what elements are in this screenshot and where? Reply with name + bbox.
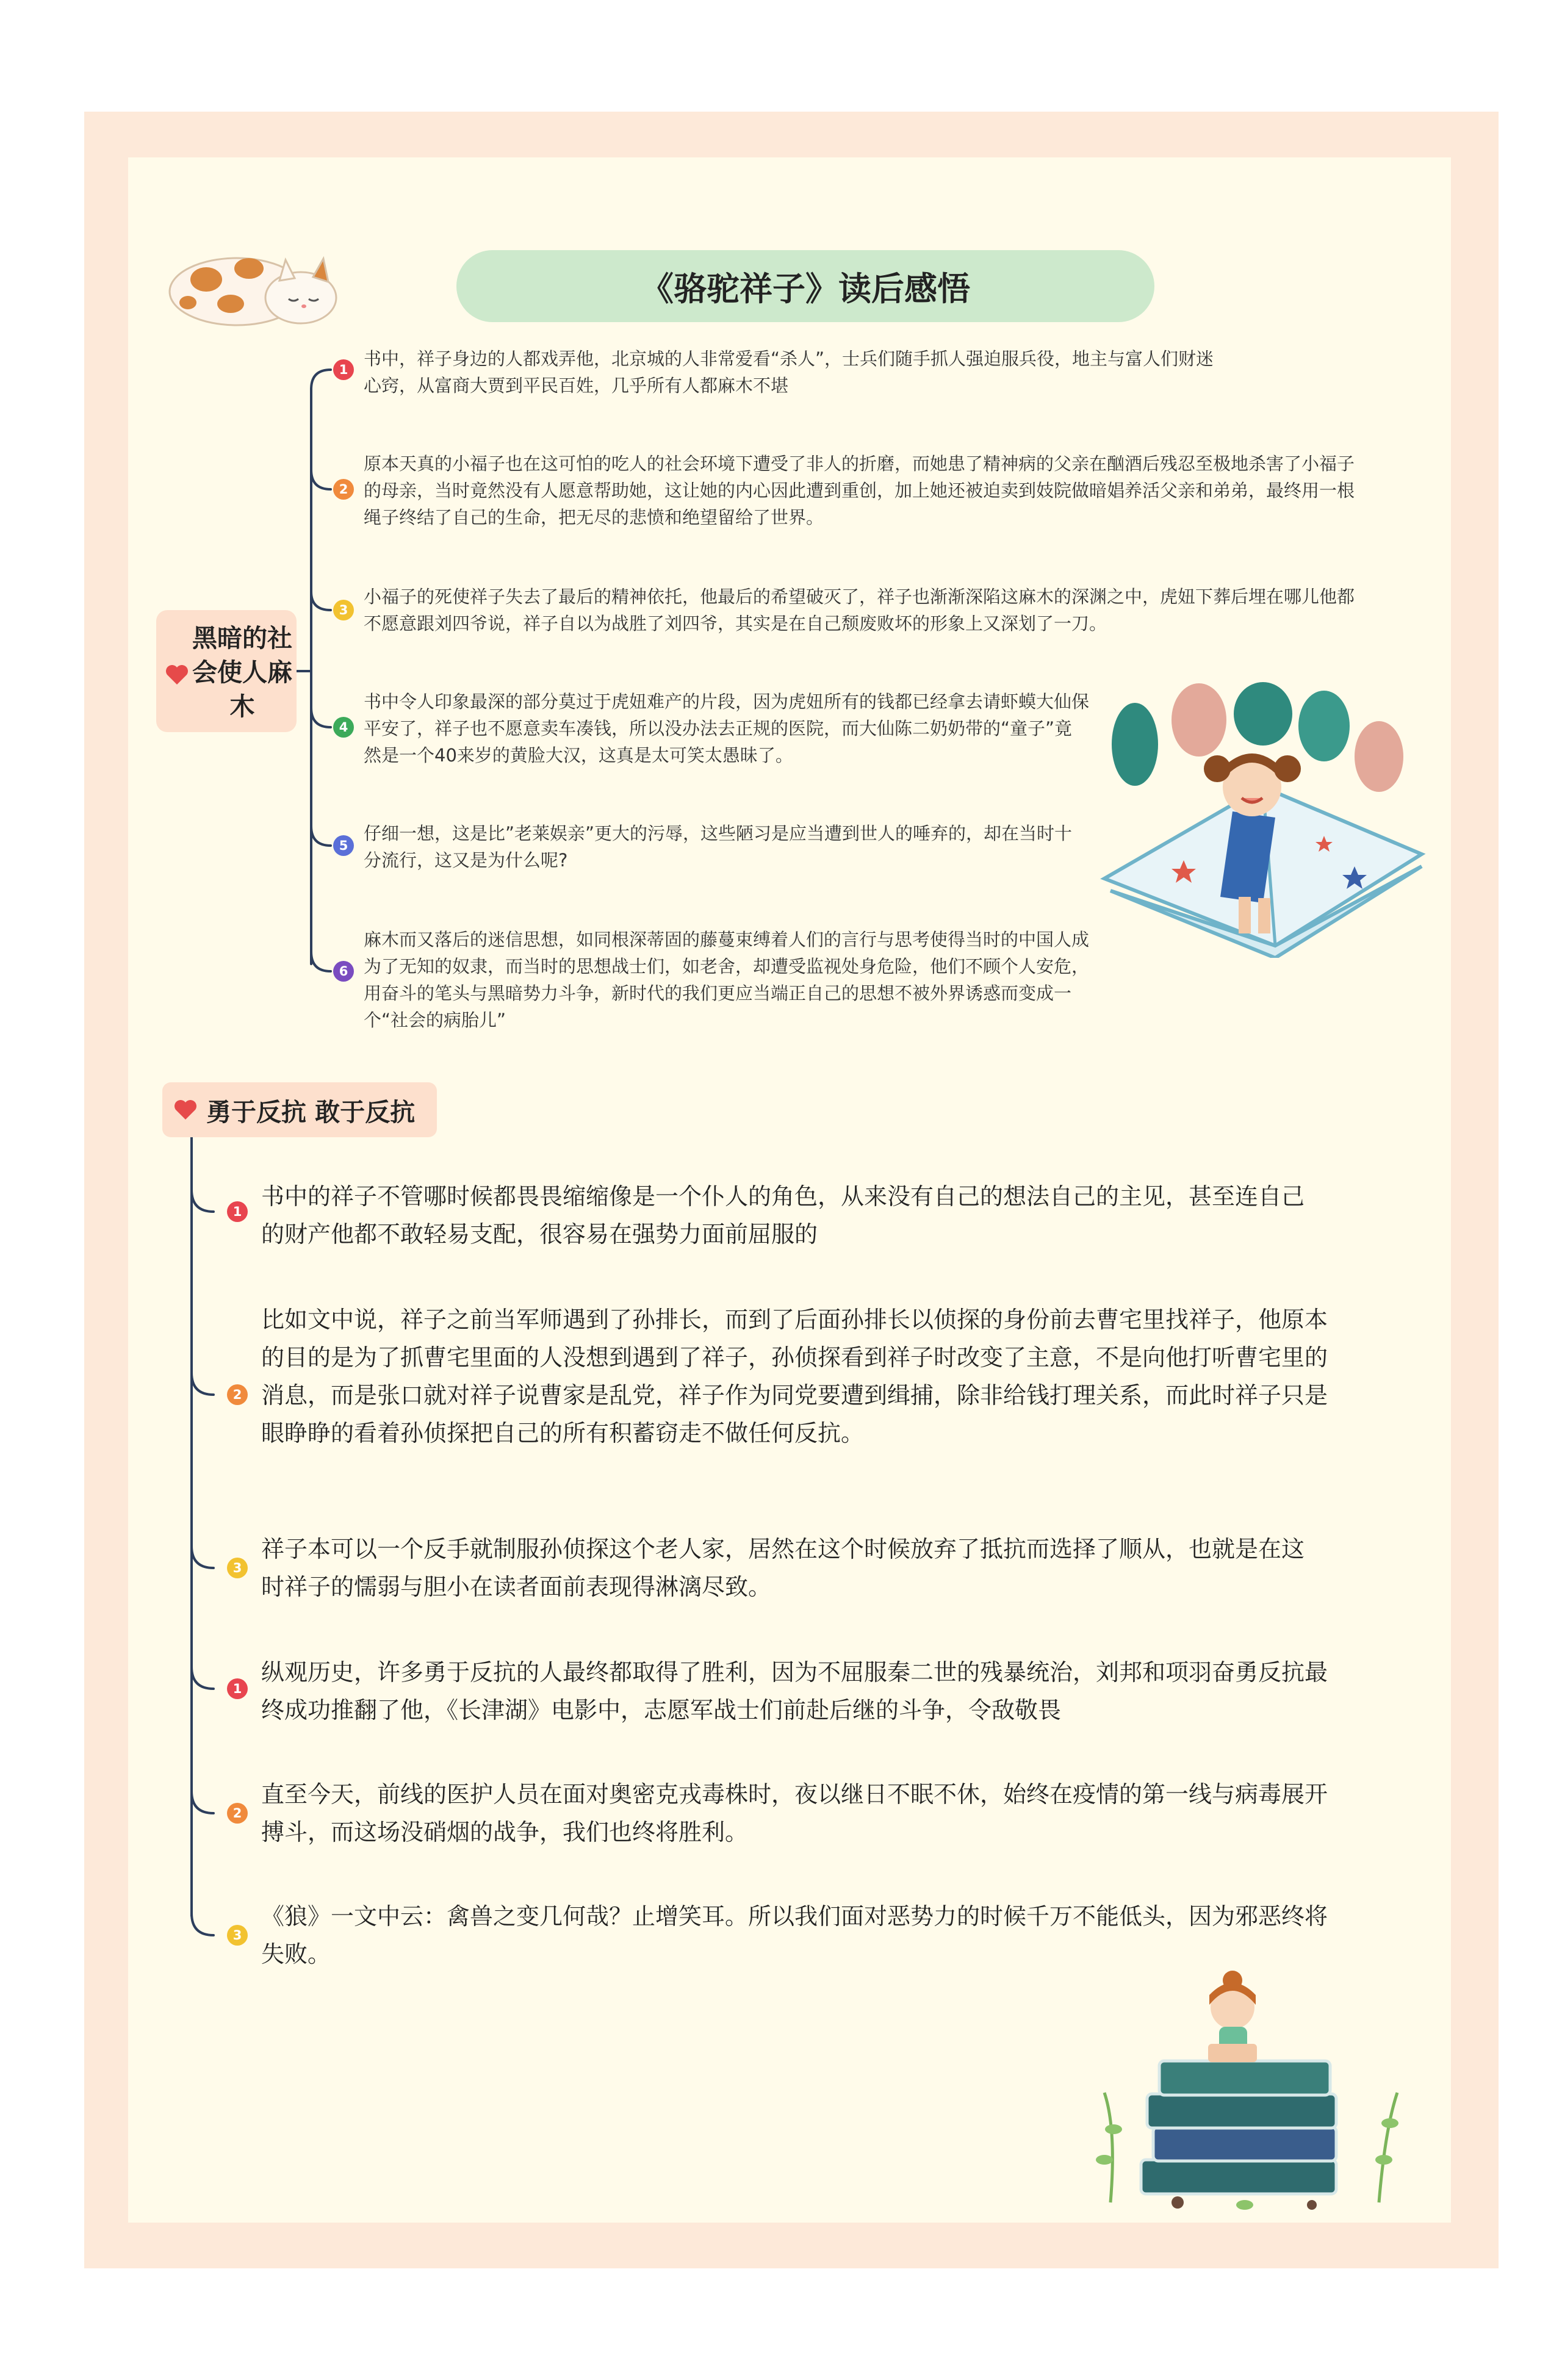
page-title: 《骆驼祥子》读后感悟 (456, 250, 1154, 322)
section1-item-2: 原本天真的小福子也在这可怕的吃人的社会环境下遭受了非人的折磨，而她患了精神病的父亲在酗酒后残忍至极地杀害了小福子的母亲，当时竟然没有人愿意帮助她，这让她的内心因此遭到重创，加上她还被迫卖到妓院做暗娼养活父亲和弟弟，最终用一根绳子终结了自己的生命，把无尽的悲愤和绝望留给了世界。 (364, 453, 1355, 528)
item-number-badge: 2 (333, 479, 354, 500)
item-number-badge: 1 (227, 1201, 248, 1222)
item-number-badge: 5 (333, 835, 354, 856)
section2-item-3: 祥子本可以一个反手就制服孙侦探这个老人家，居然在这个时候放弃了抵抗而选择了顺从，也就是在这时祥子的懦弱与胆小在读者面前表现得淋漓尽致。 (261, 1536, 1305, 1600)
section2-item-6: 《狼》一文中云：禽兽之变几何哉？止增笑耳。所以我们面对恶势力的时候千万不能低头，因为邪恶终将失败。 (261, 1903, 1328, 1968)
heart-icon (173, 1099, 198, 1121)
section2-item-5: 直至今天，前线的医护人员在面对奥密克戎毒株时，夜以继日不眠不休，始终在疫情的第一线与病毒展开搏斗，而这场没硝烟的战争，我们也终将胜利。 (261, 1781, 1328, 1846)
item-number-badge: 3 (227, 1558, 248, 1578)
section1-item-4: 书中令人印象最深的部分莫过于虎妞难产的片段，因为虎妞所有的钱都已经拿去请虾蟆大仙保平安了，祥子也不愿意卖车凑钱，所以没办法去正规的医院，而大仙陈二奶奶带的“童子”竟然是一个40来岁的黄脸大汉，这真是太可笑太愚昧了。 (364, 691, 1090, 766)
section2-item-1: 书中的祥子不管哪时候都畏畏缩缩像是一个仆人的角色，从来没有自己的想法自己的主见，甚至连自己的财产他都不敢轻易支配，很容易在强势力面前屈服的 (261, 1183, 1305, 1248)
item-number-badge: 4 (333, 717, 354, 738)
item-number-badge: 3 (333, 600, 354, 620)
girl-on-books-illustration (1092, 1971, 1409, 2215)
heart-icon (165, 664, 189, 686)
section1-item-5: 仔细一想，这是比”老莱娱亲”更大的污辱，这些陋习是应当遭到世人的唾弃的，却在当时十分流行，这又是为什么呢? (364, 823, 1073, 871)
section1-root (156, 610, 297, 732)
girl-on-book-illustration (1092, 677, 1434, 958)
section1-item-3: 小福子的死使祥子失去了最后的精神依托，他最后的希望破灭了，祥子也渐渐深陷这麻木的深渊之中，虎妞下葬后埋在哪儿他都不愿意跟刘四爷说，祥子自以为战胜了刘四爷，其实是在自己颓废败坏的形象上又深划了一刀。 (364, 586, 1355, 634)
section2-item-4: 纵观历史，许多勇于反抗的人最终都取得了胜利，因为不屈服秦二世的残暴统治，刘邦和项羽奋勇反抗最终成功推翻了他，《长津湖》电影中，志愿军战士们前赴后继的斗争，令敌敬畏 (261, 1659, 1328, 1724)
item-number-badge: 2 (227, 1384, 248, 1405)
item-number-badge: 3 (227, 1925, 248, 1946)
section2-item-2: 比如文中说，祥子之前当军师遇到了孙排长，而到了后面孙排长以侦探的身份前去曹宅里找祥子，他原本的目的是为了抓曹宅里面的人没想到遇到了祥子，孙侦探看到祥子时改变了主意，不是向他打听曹宅里的消息，而是张口就对祥子说曹家是乱党，祥子作为同党要遭到缉捕，除非给钱打理关系，而此时祥子只是眼睁睁的看着孙侦探把自己的所有积蓄窃走不做任何反抗。 (261, 1306, 1328, 1447)
section2-root (162, 1082, 437, 1137)
item-number-badge: 1 (333, 359, 354, 380)
section1-label: 黑暗的社会使人麻木 (192, 624, 292, 721)
item-number-badge: 6 (333, 961, 354, 982)
section2-label: 勇于反抗 敢于反抗 (206, 1097, 416, 1127)
section1-item-6: 麻木而又落后的迷信思想，如同根深蒂固的藤蔓束缚着人们的言行与思考使得当时的中国人成为了无知的奴隶，而当时的思想战士们，如老舍，却遭受监视处身危险，他们不顾个人安危，用奋斗的笔头与黑暗势力斗争，新时代的我们更应当端正自己的思想不被外界诱惑而变成一个“社会的病胎儿” (364, 929, 1090, 1030)
item-number-badge: 2 (227, 1803, 248, 1824)
section1-item-1: 书中，祥子身边的人都戏弄他，北京城的人非常爱看“杀人”，士兵们随手抓人强迫服兵役，地主与富人们财迷心窍，从富商大贾到平民百姓，几乎所有人都麻木不堪 (364, 348, 1214, 396)
item-number-badge: 1 (227, 1678, 248, 1699)
